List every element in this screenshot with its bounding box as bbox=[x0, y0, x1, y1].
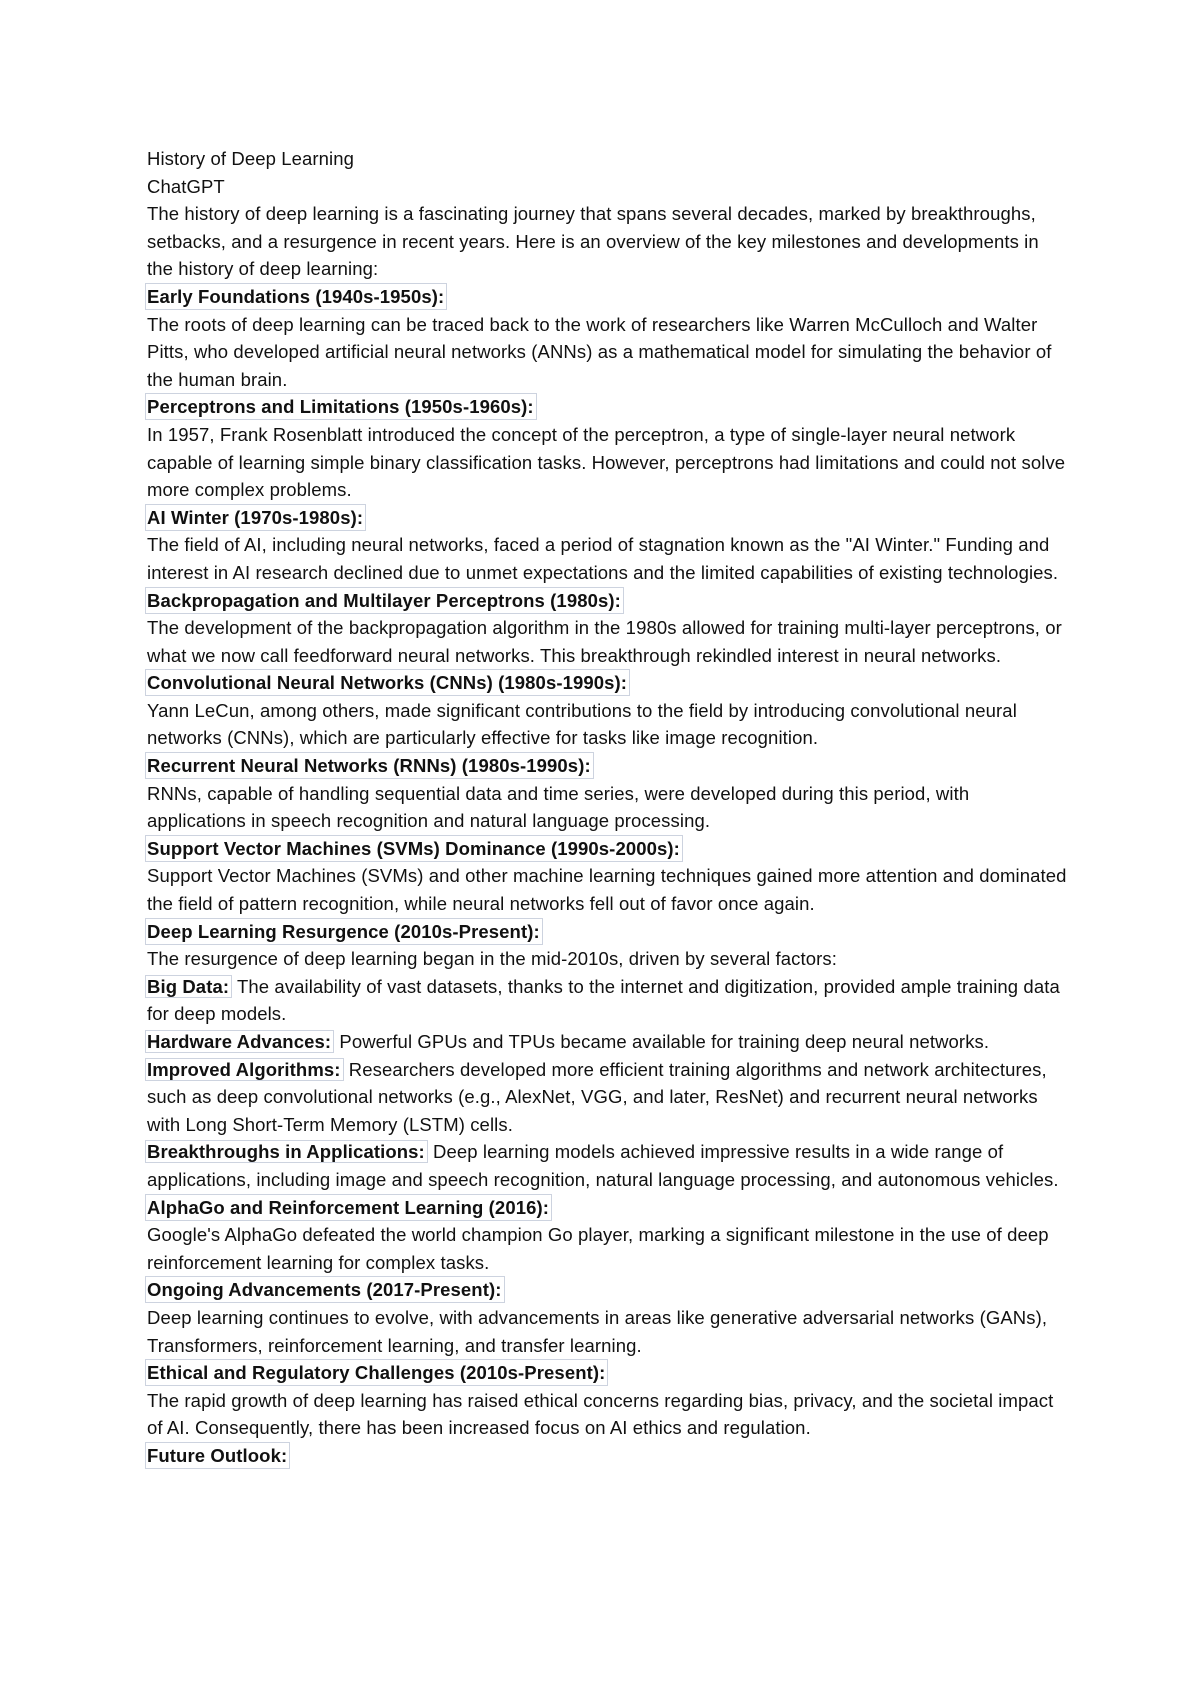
section-alphago bbox=[147, 1194, 1067, 1277]
factor-breakthroughs bbox=[147, 1138, 1067, 1193]
section-body: The field of AI, including neural networks, faced a period of stagnation known as the "AI Winter." Funding and interest in AI research declined due to unmet expectations and the limited capabilities of existing technologies. bbox=[147, 534, 1059, 583]
section-heading: Support Vector Machines (SVMs) Dominance (1990s-2000s): bbox=[145, 835, 683, 862]
section-perceptrons bbox=[147, 393, 1067, 503]
section-early-foundations bbox=[147, 283, 1067, 393]
section-heading: Ongoing Advancements (2017-Present): bbox=[145, 1276, 505, 1303]
factor-text: Researchers developed more efficient training algorithms and network architectures, such as deep convolutional networks (e.g., AlexNet, VGG, and later, ResNet) and recurrent neural networks with Long Short-Term Memory (LSTM) cells. bbox=[147, 1058, 1047, 1135]
factor-text: The availability of vast datasets, thanks to the internet and digitization, provided ample training data for deep models. bbox=[147, 975, 1060, 1025]
section-body: Yann LeCun, among others, made significant contributions to the field by introducing convolutional neural networks (CNNs), which are particularly effective for tasks like image recognition. bbox=[147, 699, 1017, 749]
factor-label: Breakthroughs in Applications: bbox=[145, 1140, 428, 1163]
section-heading: Early Foundations (1940s-1950s): bbox=[145, 283, 447, 310]
section-body: The roots of deep learning can be traced back to the work of researchers like Warren McCulloch and Walter Pitts, who developed artificial neural networks (ANNs) as a mathematical model for simulating the behavior of the human brain. bbox=[147, 313, 1052, 390]
document-title: History of Deep Learning bbox=[147, 148, 355, 169]
section-resurgence bbox=[147, 918, 1067, 973]
section-body: Google's AlphaGo defeated the world champion Go player, marking a significant milestone in the use of deep reinforcement learning for complex tasks. bbox=[147, 1224, 1049, 1273]
intro-paragraph: The history of deep learning is a fascinating journey that spans several decades, marked by breakthroughs, setbacks, and a resurgence in recent years. Here is an overview of the key milestones and developments in the history of deep learning: bbox=[147, 203, 1039, 280]
section-heading: Convolutional Neural Networks (CNNs) (1980s-1990s): bbox=[145, 669, 630, 696]
factor-text: Deep learning models achieved impressive results in a wide range of applications, including image and speech recognition, natural language processing, and autonomous vehicles. bbox=[147, 1141, 1059, 1190]
section-body: Support Vector Machines (SVMs) and other machine learning techniques gained more attention and dominated the field of pattern recognition, while neural networks fell out of favor once again. bbox=[147, 865, 1067, 915]
factor-improved-algorithms bbox=[147, 1056, 1067, 1139]
section-cnns bbox=[147, 669, 1067, 752]
section-body: The development of the backpropagation algorithm in the 1980s allowed for training multi-layer perceptrons, or what we now call feedforward neural networks. This breakthrough rekindled interest in neural networks. bbox=[147, 617, 1062, 666]
section-ethical-challenges bbox=[147, 1359, 1067, 1442]
factor-hardware-advances bbox=[147, 1028, 1067, 1056]
section-body: Deep learning continues to evolve, with advancements in areas like generative adversarial networks (GANs), Transformers, reinforcement learning, and transfer learning. bbox=[147, 1306, 1048, 1356]
section-body: The resurgence of deep learning began in the mid-2010s, driven by several factors: bbox=[147, 948, 838, 970]
factor-label: Big Data: bbox=[145, 975, 232, 998]
section-rnns bbox=[147, 752, 1067, 835]
section-svms bbox=[147, 835, 1067, 918]
section-heading: Deep Learning Resurgence (2010s-Present): bbox=[145, 918, 543, 945]
section-body: RNNs, capable of handling sequential data and time series, were developed during this period, with applications in speech recognition and natural language processing. bbox=[147, 782, 970, 832]
section-heading: Perceptrons and Limitations (1950s-1960s): bbox=[145, 393, 537, 420]
section-future-outlook bbox=[147, 1442, 1067, 1470]
factor-label: Hardware Advances: bbox=[145, 1030, 334, 1053]
section-heading: Ethical and Regulatory Challenges (2010s-Present): bbox=[145, 1359, 608, 1386]
section-ai-winter bbox=[147, 504, 1067, 587]
section-heading: Backpropagation and Multilayer Perceptrons (1980s): bbox=[145, 587, 624, 614]
section-body: In 1957, Frank Rosenblatt introduced the concept of the perceptron, a type of single-layer neural network capable of learning simple binary classification tasks. However, perceptrons had limitations and could not solve more complex problems. bbox=[147, 423, 1066, 501]
document-page bbox=[147, 145, 1067, 1470]
section-heading: AlphaGo and Reinforcement Learning (2016): bbox=[145, 1194, 552, 1221]
section-heading: Recurrent Neural Networks (RNNs) (1980s-1990s): bbox=[145, 752, 594, 779]
factor-label: Improved Algorithms: bbox=[145, 1058, 344, 1081]
factor-big-data bbox=[147, 973, 1067, 1028]
document-author: ChatGPT bbox=[147, 175, 225, 197]
factor-text: Powerful GPUs and TPUs became available for training deep neural networks. bbox=[334, 1031, 990, 1052]
section-heading: AI Winter (1970s-1980s): bbox=[145, 504, 366, 531]
section-heading: Future Outlook: bbox=[145, 1442, 290, 1469]
section-ongoing-advancements bbox=[147, 1276, 1067, 1359]
section-body: The rapid growth of deep learning has raised ethical concerns regarding bias, privacy, and the societal impact of AI. Consequently, there has been increased focus on AI ethics and regulation. bbox=[147, 1389, 1054, 1439]
section-backpropagation bbox=[147, 587, 1067, 670]
